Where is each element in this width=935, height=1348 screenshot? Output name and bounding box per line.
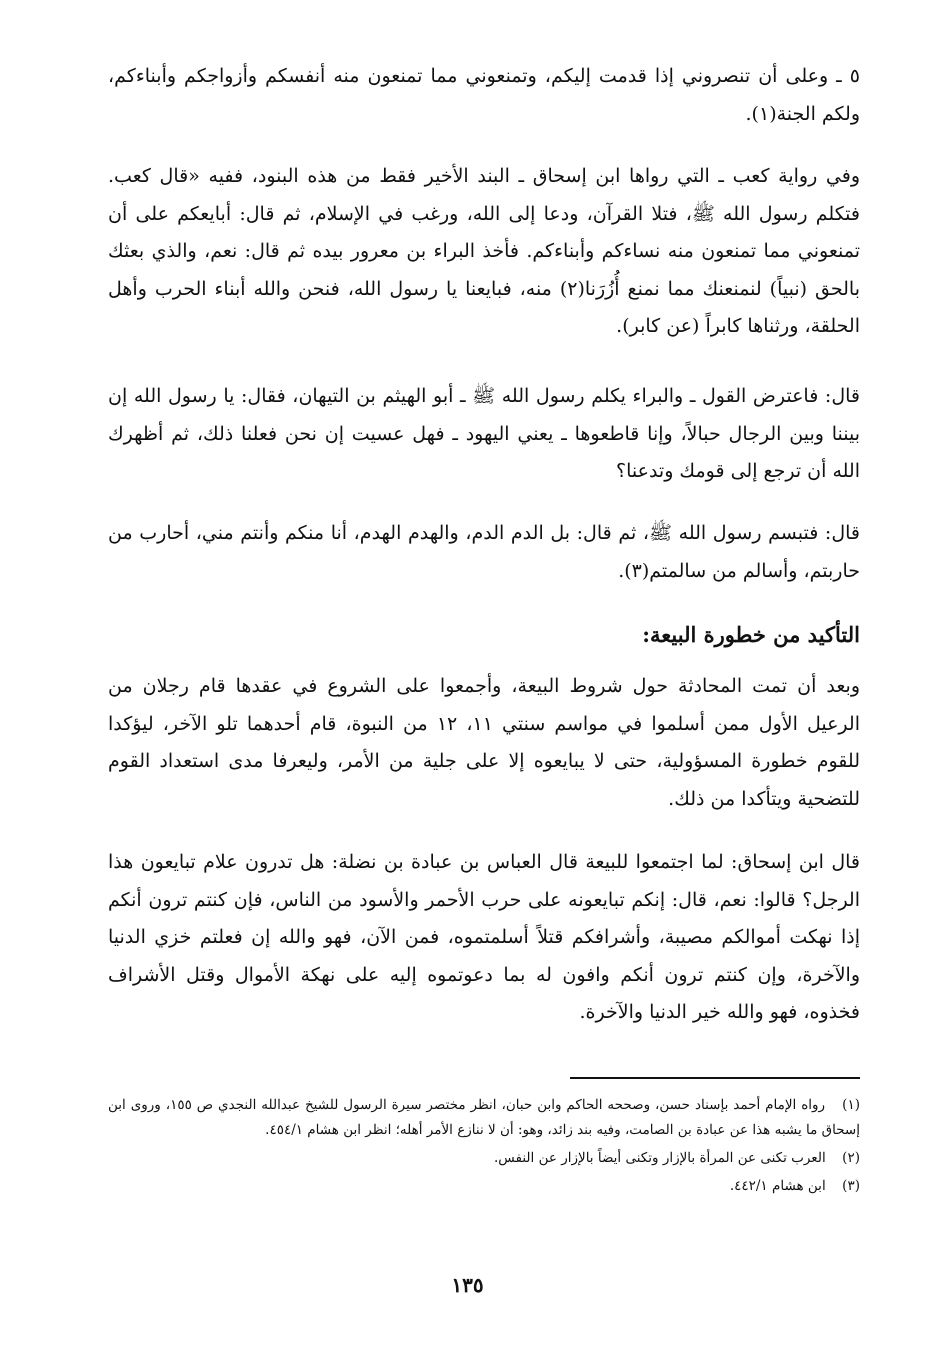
footnote-divider [570,1077,860,1079]
footnote-number: (٣) [842,1178,860,1194]
footnote-1 [108,1093,860,1143]
footnote-2 [108,1146,860,1171]
paragraph-abu-al-haytham: قال: فاعترض القول ـ والبراء يكلم رسول الله ﷺ ـ أبو الهيثم بن التيهان، فقال: يا رسول الله إن بيننا وبين الرجال حبالاً، وإنا قاطعوها ـ يعني اليهود ـ فهل عسيت إن نحن فعلنا ذلك، ثم أظهرك الله أن ترجع إلى قومك وتدعنا؟ [108,385,860,482]
section-heading: التأكيد من خطورة البيعة: [642,622,860,647]
page-number: ١٣٥ [451,1273,484,1297]
footnote-number: (١) [842,1097,860,1113]
footnote-3 [108,1174,860,1199]
footnote-text: العرب تكنى عن المرأة بالإزار وتكنى أيضاً بالإزار عن النفس. [494,1150,826,1166]
paragraph-two-men: وبعد أن تمت المحادثة حول شروط البيعة، وأجمعوا على الشروع في عقدها قام رجلان من الرعيل الأول ممن أسلموا في مواسم سنتي ١١، ١٢ من النبوة، قام أحدهما تلو الآخر، ليؤكدا للقوم خطورة المسؤولية، حتى لا يبايعوه إلا على جلية من الأمر، وليعرفا مدى استعداد القوم للتضحية ويتأكدا من ذلك. [108,675,860,810]
footnote-number: (٢) [842,1150,860,1166]
footnote-text: رواه الإمام أحمد بإسناد حسن، وصححه الحاكم وابن حبان، انظر مختصر سيرة الرسول للشيخ عبدالله النجدي ص ١٥٥، وروى ابن إسحاق ما يشبه هذا عن عبادة بن الصامت، وفيه بند زائد، وهو: أن لا ننازع الأمر أهله؛ انظر ابن هشام ٤٥٤/١. [108,1097,860,1138]
footnote-text: ابن هشام ٤٤٢/١. [729,1178,826,1194]
paragraph-condition-5: ٥ ـ وعلى أن تنصروني إذا قدمت إليكم، وتمنعوني مما تمنعون منه أنفسكم وأزواجكم وأبناءكم، ولكم الجنة(١). [108,65,860,125]
paragraph-ibn-ishaq-abbas: قال ابن إسحاق: لما اجتمعوا للبيعة قال العباس بن عبادة بن نضلة: هل تدرون علام تبايعون هذا الرجل؟ قالوا: نعم، قال: إنكم تبايعونه على حرب الأحمر والأسود من الناس، فإن كنتم ترون أنكم إذا نهكت أموالكم مصيبة، وأشرافكم قتلاً أسلمتموه، فمن الآن، فهو والله إن فعلتم خزي الدنيا والآخرة، وإن كنتم ترون أنكم وافون له بما دعوتموه إليه على نهكة الأموال وقتل الأشراف فخذوه، فهو والله خير الدنيا والآخرة. [108,851,860,1023]
footnotes [108,1093,860,1202]
paragraph-kaab-narration: وفي رواية كعب ـ التي رواها ابن إسحاق ـ البند الأخير فقط من هذه البنود، ففيه «قال كعب. فتكلم رسول الله ﷺ، فتلا القرآن، ودعا إلى الله، ورغب في الإسلام، ثم قال: أبايعكم على أن تمنعوني مما تمنعون منه نساءكم وأبناءكم. فأخذ البراء بن معرور بيده ثم قال: نعم، والذي بعثك بالحق (نبياً) لنمنعنك مما نمنع أُزُرَنا(٢) منه، فبايعنا يا رسول الله، فنحن والله أبناء الحرب وأهل الحلقة، ورثناها كابراً (عن كابر). [108,165,860,337]
paragraph-prophet-reply: قال: فتبسم رسول الله ﷺ، ثم قال: بل الدم الدم، والهدم الهدم، أنا منكم وأنتم مني، أحارب من حاربتم، وأسالم من سالمتم(٣). [108,522,860,582]
